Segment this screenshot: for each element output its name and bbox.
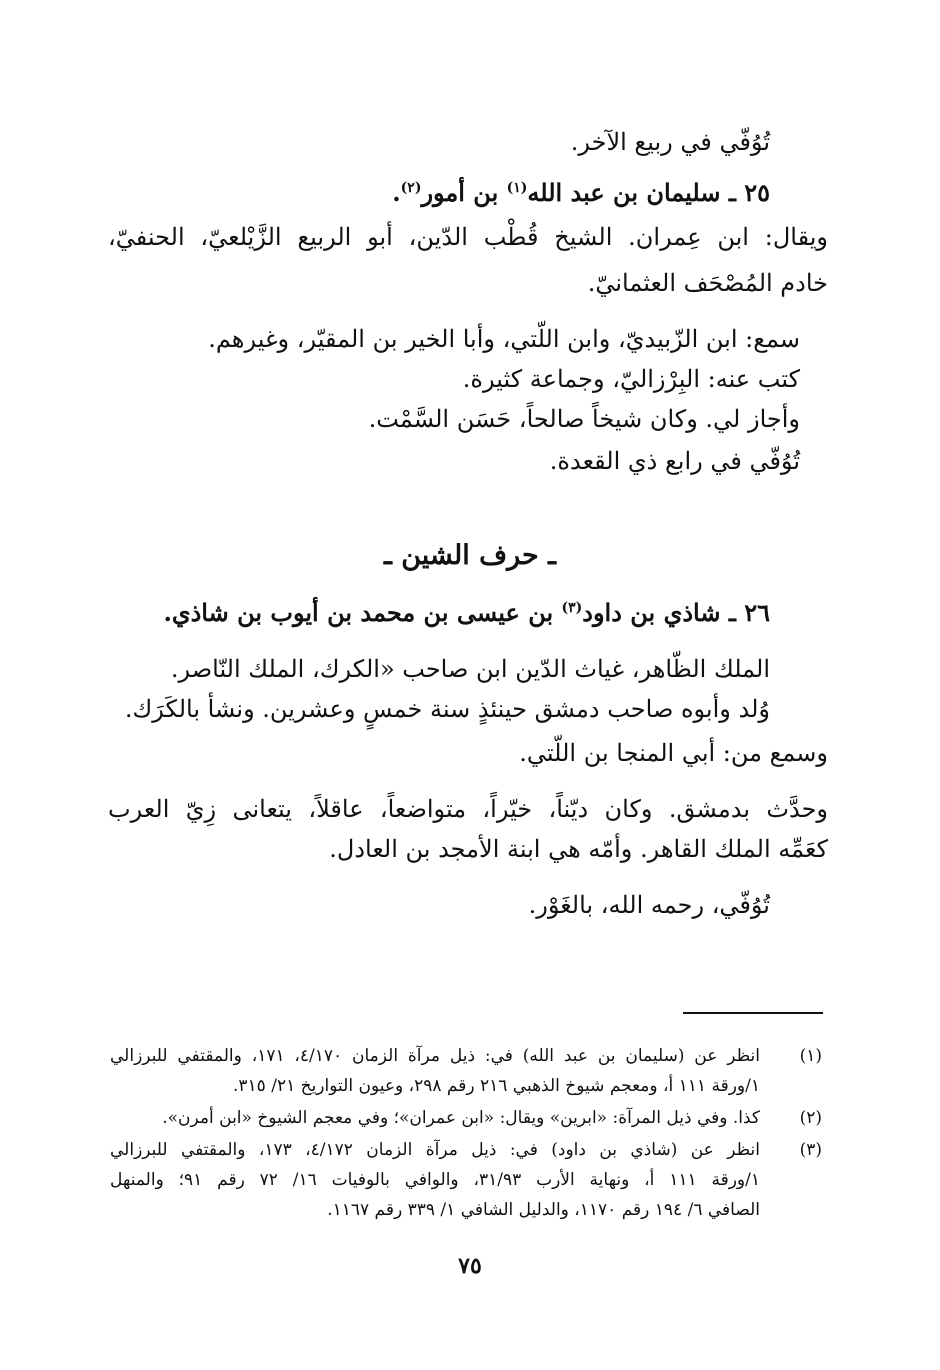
text-line-died-ghawr: تُوُفّي، رحمه الله، بالغَوْر. bbox=[528, 891, 770, 919]
text-line-kataba: كتب عنه: البِرْزاليّ، وجماعة كثيرة. bbox=[462, 365, 800, 393]
entry-26-name-cont: بن عيسى بن محمد بن أيوب بن شاذي. bbox=[163, 598, 562, 627]
text-line-yuqal: ويقال: ابن عِمران. الشيخ قُطْب الدّين، أبو الربيع الزَّيْلعيّ، الحنفيّ، bbox=[108, 223, 828, 251]
entry-25-end: . bbox=[392, 178, 401, 207]
entry-26-heading bbox=[163, 596, 770, 630]
footnote-1-number: (١) bbox=[799, 1046, 822, 1066]
text-line-kaammihi: كعَمِّه الملك القاهر. وأمّه هي ابنة الأمجد بن العادل. bbox=[329, 835, 828, 863]
text-line-ajaza: وأجاز لي. وكان شيخاً صالحاً، حَسَن السَّمْت. bbox=[368, 405, 800, 433]
footnote-3-number: (٣) bbox=[799, 1140, 822, 1160]
text-line-died-qida: تُوُفّي في رابع ذي القعدة. bbox=[549, 447, 800, 475]
text-line-died-rabi: تُوُفّي في ربيع الآخر. bbox=[570, 128, 770, 156]
entry-25-name-cont: بن أمور bbox=[421, 178, 507, 207]
text-line-malik: الملك الظّاهر، غياث الدّين ابن صاحب «الكرك، الملك النّاصر. bbox=[170, 655, 770, 683]
footnote-ref-1: (١) bbox=[506, 180, 528, 196]
footnote-ref-3: (٣) bbox=[561, 600, 583, 616]
text-line-samia: سمع: ابن الزّبيديّ، وابن اللّتي، وأبا الخير بن المقيّر، وغيرهم. bbox=[208, 325, 800, 353]
text-line-wulida: وُلد وأبوه صاحب دمشق حينئذٍ سنة خمسٍ وعشرين. ونشأ بالكَرَك. bbox=[124, 695, 770, 723]
footnote-1-line-1: انظر عن (سليمان بن عبد الله) في: ذيل مرآة الزمان ٤/١٧٠، ١٧١، والمقتفي للبرزالي bbox=[110, 1046, 760, 1066]
page-number: ٧٥ bbox=[458, 1253, 482, 1279]
text-line-khadim: خادم المُصْحَف العثمانيّ. bbox=[587, 269, 828, 297]
entry-26-name: شاذي بن داود bbox=[582, 598, 721, 627]
footnote-ref-2: (٢) bbox=[400, 180, 422, 196]
footnote-2-line-1: كذا. وفي ذيل المرآة: «ابرين» ويقال: «ابن عمران»؛ وفي معجم الشيوخ «ابن أمرن». bbox=[162, 1108, 760, 1128]
entry-25-number: ٢٥ ـ bbox=[720, 178, 770, 207]
footnote-3-line-1: انظر عن (شاذي بن داود) في: ذيل مرآة الزمان ٤/١٧٢، ١٧٣، والمقتفي للبرزالي bbox=[110, 1140, 760, 1160]
section-title: ـ حرف الشين ـ bbox=[383, 540, 557, 571]
text-line-haddatha: وحدَّث بدمشق. وكان ديّناً، خيّراً، متواضعاً، عاقلاً، يتعانى زِيّ العرب bbox=[108, 795, 828, 823]
text-line-wasamia: وسمع من: أبي المنجا بن اللّتي. bbox=[519, 739, 828, 767]
footnote-2-number: (٢) bbox=[799, 1108, 822, 1128]
entry-26-number: ٢٦ ـ bbox=[720, 598, 770, 627]
footnote-separator bbox=[683, 1012, 823, 1014]
footnote-3-line-2: ١/ورقة ١١١ أ، ونهاية الأرب ٣١/٩٣، والوافي بالوفيات ١٦/ ٧٢ رقم ٩١؛ والمنهل bbox=[110, 1170, 761, 1190]
entry-25-name: سليمان بن عبد الله bbox=[527, 178, 721, 207]
footnote-3-line-3: الصافي ٦/ ١٩٤ رقم ١١٧٠، والدليل الشافي ١/ ٣٣٩ رقم ١١٦٧. bbox=[327, 1200, 760, 1220]
footnote-1-line-2: ١/ورقة ١١١ أ، ومعجم شيوخ الذهبي ٢١٦ رقم ٢٩٨، وعيون التواريخ ٢١/ ٣١٥. bbox=[232, 1076, 760, 1096]
entry-25-heading bbox=[392, 176, 770, 210]
